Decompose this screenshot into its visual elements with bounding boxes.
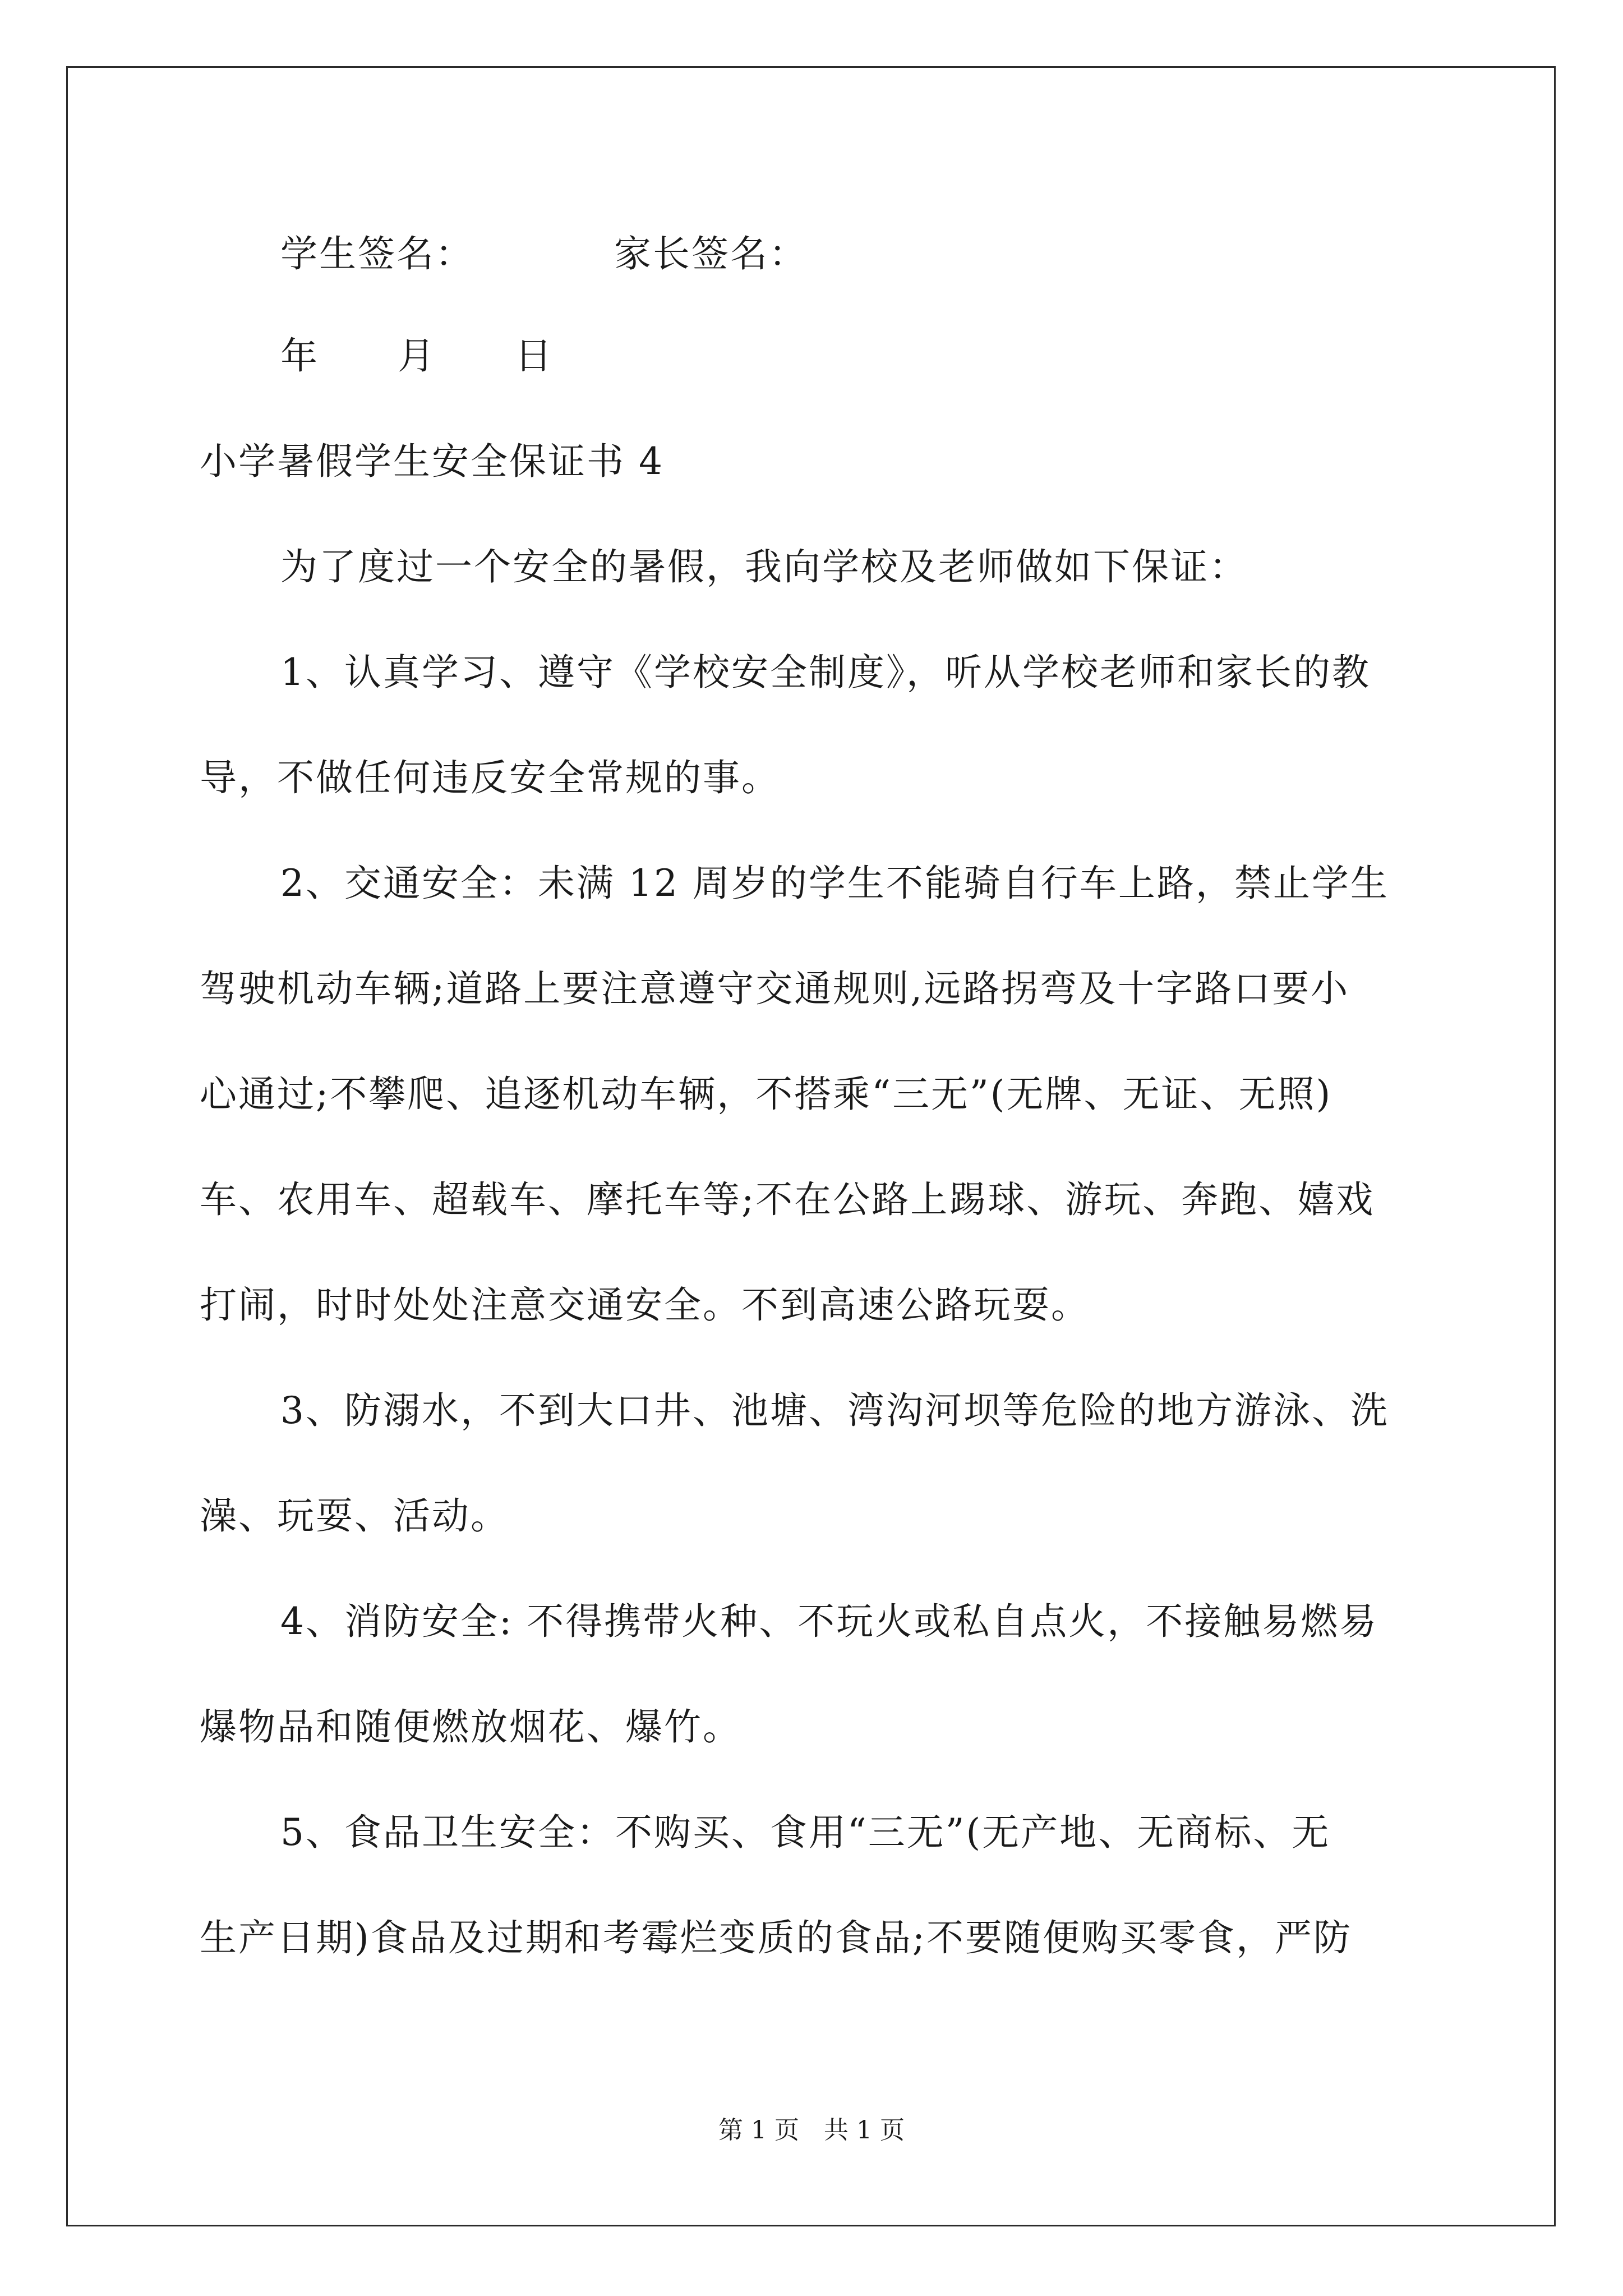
date-month: 月 [398, 334, 436, 378]
date-line [280, 331, 554, 381]
signature-line [280, 229, 808, 279]
item-2-line-4: 车、农用车、超载车、摩托车等;不在公路上踢球、游玩、奔跑、嬉戏 [200, 1178, 1375, 1221]
student-signature-label: 学生签名： [280, 232, 474, 275]
item-2-line-3: 心通过;不攀爬、追逐机动车辆，不搭乘“三无”(无牌、无证、无照) [200, 1073, 1332, 1116]
item-1-line-1: 1、认真学习、遵守《学校安全制度》，听从学校老师和家长的教 [280, 651, 1371, 694]
date-year: 年 [280, 334, 319, 378]
item-2-line-5: 打闹，时时处处注意交通安全。不到高速公路玩耍。 [200, 1283, 1090, 1327]
item-5-line-1: 5、食品卫生安全：不购买、食用“三无”(无产地、无商标、无 [280, 1811, 1331, 1854]
page-footer: 第 1 页 共 1 页 [718, 2116, 905, 2145]
item-2-line-1: 2、交通安全：未满 12 周岁的学生不能骑自行车上路，禁止学生 [280, 862, 1389, 905]
intro-line: 为了度过一个安全的暑假，我向学校及老师做如下保证： [280, 545, 1248, 588]
item-3-line-1: 3、防溺水，不到大口井、池塘、湾沟河坝等危险的地方游泳、洗 [280, 1389, 1389, 1432]
page-border [66, 66, 1556, 2226]
parent-signature-label: 家长签名： [614, 232, 808, 275]
item-3-line-2: 澡、玩耍、活动。 [200, 1494, 509, 1538]
date-day: 日 [515, 334, 554, 378]
item-4-line-1: 4、消防安全: 不得携带火种、不玩火或私自点火，不接触易燃易 [280, 1600, 1378, 1643]
item-5-line-2: 生产日期)食品及过期和考霉烂变质的食品;不要随便购买零食，严防 [200, 1916, 1352, 1959]
item-1-line-2: 导，不做任何违反安全常规的事。 [200, 756, 780, 799]
section-title: 小学暑假学生安全保证书 4 [200, 440, 664, 483]
item-2-line-2: 驾驶机动车辆;道路上要注意遵守交通规则,远路拐弯及十字路口要小 [200, 967, 1350, 1010]
item-4-line-2: 爆物品和随便燃放烟花、爆竹。 [200, 1705, 741, 1749]
